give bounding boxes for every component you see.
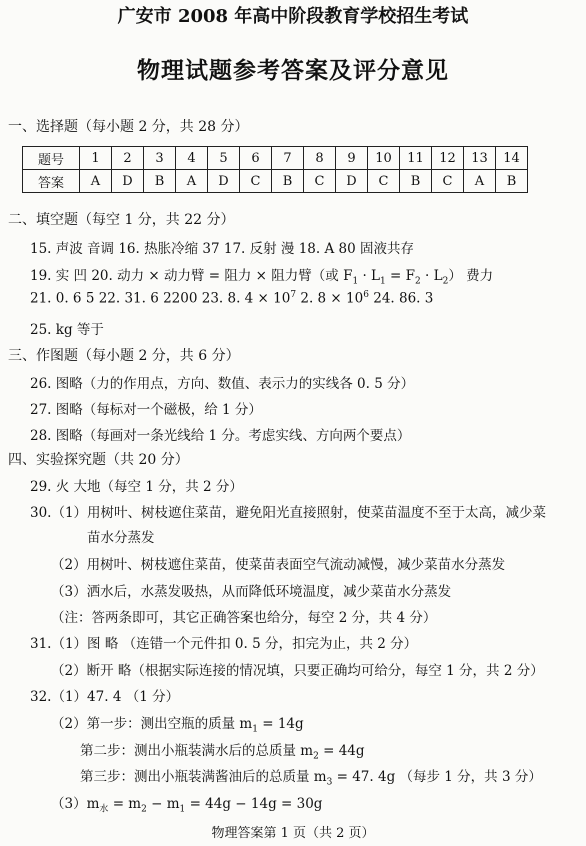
answer-text: 第二步：测出小瓶装满水后的总质量 m — [80, 743, 314, 759]
answer-line-30-1-cont: 苗水分蒸发 — [87, 530, 155, 546]
section-heading-experiment — [8, 449, 189, 469]
table-cell: D — [208, 170, 240, 193]
document-title: 物理试题参考答案及评分意见 — [137, 57, 449, 84]
subscript: 2 — [141, 804, 147, 815]
table-cell: 3 — [144, 147, 176, 170]
answer-line-32-1: 32.（1）47. 4 （1 分） — [30, 689, 180, 705]
table-row-answers — [23, 170, 528, 193]
table-cell: C — [304, 170, 336, 193]
answer-text: = 47. 4g （每步 1 分，共 3 分） — [332, 769, 542, 785]
subscript: 1 — [179, 804, 186, 815]
answer-line-31-2: （2）断开 略（根据实际连接的情况填，只要正确均可给分，每空 1 分，共 2 分） — [51, 663, 544, 679]
table-cell: 8 — [304, 147, 336, 170]
answer-line-32-2-step3 — [80, 765, 542, 788]
table-cell: 9 — [336, 147, 368, 170]
section-heading-text: 四、实验探究题（共 20 分） — [8, 452, 189, 468]
table-cell: 6 — [240, 147, 272, 170]
answer-text: 21. 0. 6 5 22. 31. 6 2200 23. 8. 4 × 10 — [30, 290, 291, 307]
table-cell: B — [400, 170, 432, 193]
answer-text: · L — [358, 268, 381, 284]
answer-text: 19. 实 凹 20. 动力 × 动力臂 = 阻力 × 阻力臂（或 F — [30, 268, 353, 284]
answer-line-19-20 — [30, 264, 493, 287]
subscript: 1 — [352, 276, 359, 287]
table-cell: 13 — [464, 147, 496, 170]
exam-header-title: 广安市 2008 年高中阶段教育学校招生考试 — [117, 6, 469, 27]
table-cell: 1 — [80, 147, 112, 170]
table-cell: A — [176, 170, 208, 193]
page-footer: 物理答案第 1 页（共 2 页） — [211, 826, 375, 841]
subscript: 水 — [99, 804, 109, 815]
answer-line-32-2-step2 — [80, 739, 365, 762]
table-cell: 4 — [176, 147, 208, 170]
superscript: 7 — [290, 290, 297, 300]
answer-text: = F — [385, 268, 416, 284]
answer-note-30: （注：答两条即可，其它正确答案也给分，每空 2 分，共 4 分） — [51, 610, 437, 626]
answer-text: （2）第一步：测出空瓶的质量 m — [51, 716, 253, 732]
row-label: 答案 — [23, 170, 80, 193]
answer-text: 2. 8 × 10 — [296, 290, 364, 307]
answer-line-32-2-step1 — [51, 712, 304, 735]
table-cell: 11 — [400, 147, 432, 170]
table-cell: D — [112, 170, 144, 193]
table-cell: D — [336, 170, 368, 193]
answer-line-27: 27. 图略（每标对一个磁极，给 1 分） — [30, 402, 262, 418]
section-heading-choice — [8, 116, 249, 136]
section-heading-fill — [8, 209, 235, 229]
answer-line-25: 25. kg 等于 — [30, 322, 104, 338]
table-cell: 5 — [208, 147, 240, 170]
table-row-numbers — [23, 147, 528, 170]
answer-line-26: 26. 图略（力的作用点，方向、数值、表示力的实线各 0. 5 分） — [30, 376, 415, 392]
answer-line-30-3: （3）洒水后，水蒸发吸热，从而降低环境温度，减少菜苗水分蒸发 — [51, 584, 452, 600]
table-cell: 10 — [368, 147, 400, 170]
answer-text: = 44g — [318, 743, 365, 759]
table-cell: 14 — [496, 147, 528, 170]
answer-text: − m — [146, 796, 180, 812]
section-heading-text: 一、选择题（每小题 2 分，共 28 分） — [8, 119, 249, 135]
answer-text: ） 费力 — [448, 268, 494, 284]
answer-text: = m — [108, 796, 142, 812]
answer-text: （3）m — [51, 796, 100, 812]
subscript: 2 — [313, 751, 319, 762]
table-cell: B — [272, 170, 304, 193]
section-heading-text: 三、作图题（每小题 2 分，共 6 分） — [8, 348, 240, 364]
table-cell: B — [496, 170, 528, 193]
answer-text: · L — [420, 268, 443, 284]
table-cell: B — [144, 170, 176, 193]
subscript: 2 — [442, 276, 449, 287]
answer-text: = 44g − 14g = 30g — [185, 796, 323, 812]
table-cell: A — [464, 170, 496, 193]
table-cell: 2 — [112, 147, 144, 170]
answer-line-30-1: 30.（1）用树叶、树枝遮住菜苗，避免阳光直接照射，使菜苗温度不至于太高，减少菜 — [30, 505, 547, 521]
subscript: 3 — [326, 777, 333, 788]
answer-line-31-1: 31.（1）图 略 （连错一个元件扣 0. 5 分，扣完为止，共 2 分） — [30, 636, 418, 652]
row-label: 题号 — [23, 147, 80, 170]
subscript: 1 — [252, 724, 258, 735]
answer-line-21-24 — [30, 290, 433, 307]
table-cell: 7 — [272, 147, 304, 170]
answer-text: 第三步：测出小瓶装满酱油后的总质量 m — [80, 769, 327, 785]
section-heading-text: 二、填空题（每空 1 分，共 22 分） — [8, 212, 235, 228]
table-cell: C — [368, 170, 400, 193]
subscript: 1 — [380, 276, 386, 287]
table-cell: A — [80, 170, 112, 193]
answer-text: = 14g — [257, 716, 304, 732]
answer-line-29: 29. 火 大地（每空 1 分，共 2 分） — [30, 479, 243, 495]
answer-text: 24. 86. 3 — [368, 290, 434, 307]
answer-table — [22, 146, 528, 193]
section-heading-drawing — [8, 345, 240, 365]
table-cell: C — [240, 170, 272, 193]
table-cell: C — [432, 170, 464, 193]
answer-line-30-2: （2）用树叶、树枝遮住菜苗，使菜苗表面空气流动减慢，减少菜苗水分蒸发 — [51, 557, 506, 573]
subscript: 2 — [415, 276, 421, 287]
table-cell: 12 — [432, 147, 464, 170]
answer-line-32-3 — [51, 792, 322, 815]
answer-line-28: 28. 图略（每画对一条光线给 1 分。考虑实线、方向两个要点） — [30, 428, 411, 444]
answer-line-15-18: 15. 声波 音调 16. 热胀冷缩 37 17. 反射 漫 18. A 80 固液共存 — [30, 241, 414, 257]
superscript: 6 — [363, 290, 369, 300]
